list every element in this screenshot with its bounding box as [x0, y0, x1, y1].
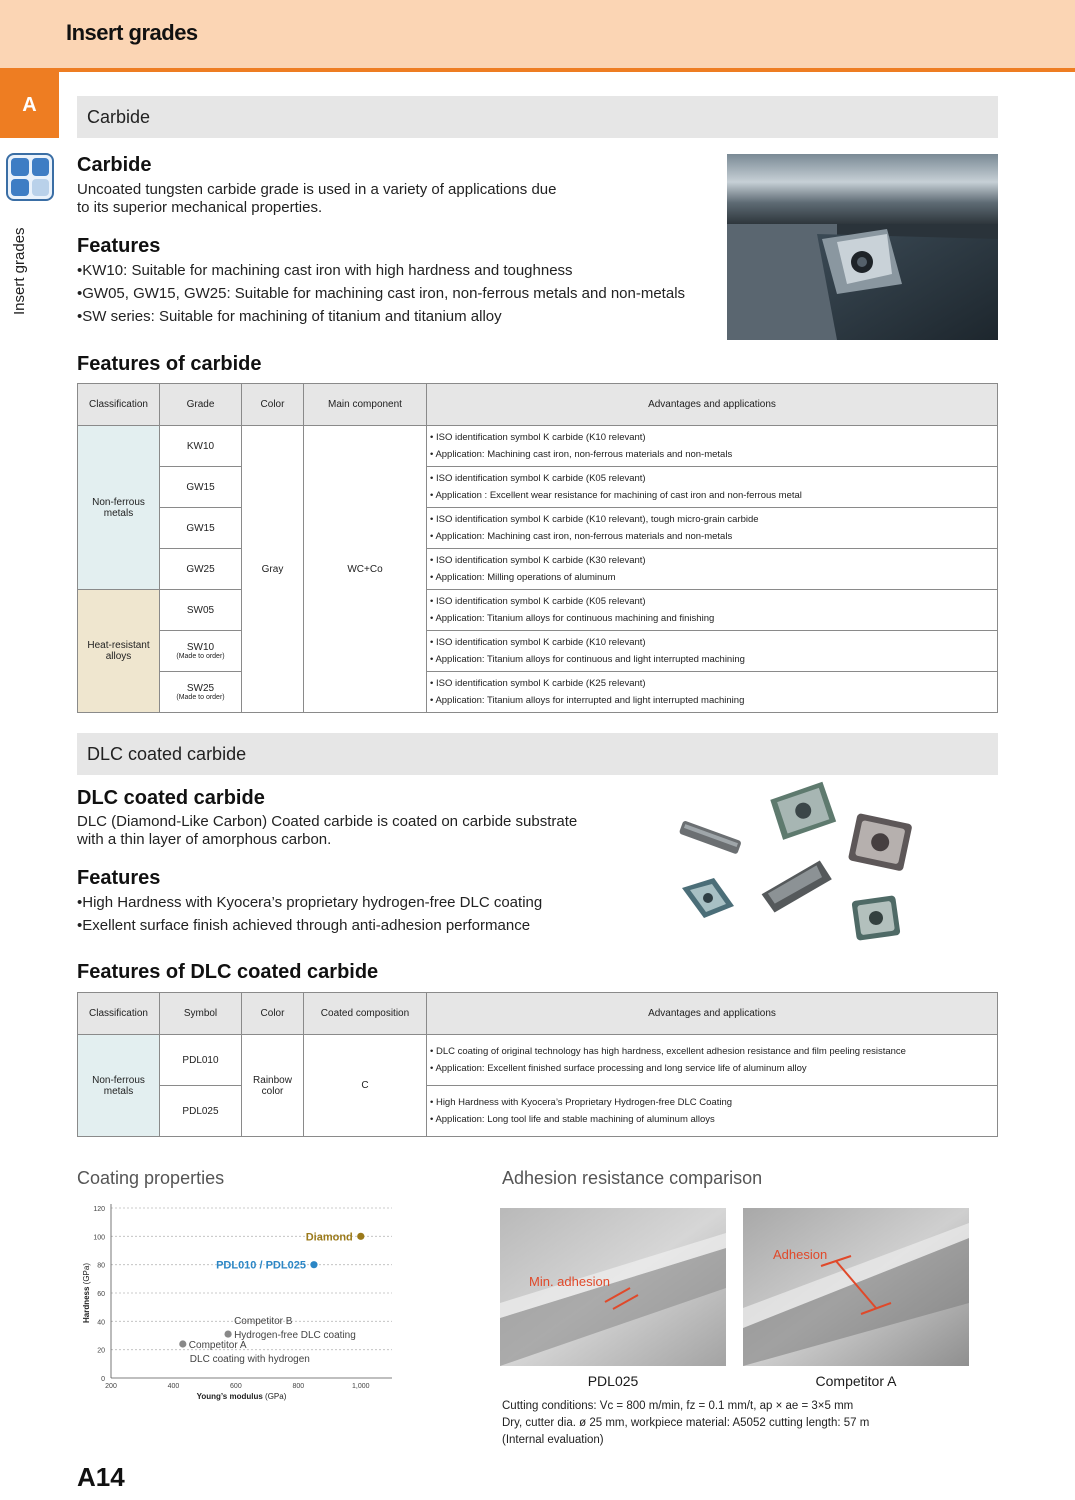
column-header: Color: [242, 993, 304, 1035]
column-header: Advantages and applications: [427, 384, 998, 426]
cutting-conditions: Cutting conditions: Vc = 800 m/min, fz = 0.1 mm/t, ap × ae = 3×5 mm Dry, cutter dia. ø 25 mm, workpiece material: A5052 cutting length: 57 m (Internal evaluation): [502, 1400, 870, 1446]
advantages-cell: • High Hardness with Kyocera’s Proprietary Hydrogen-free DLC Coating • Application: Long tool life and stable machining of aluminum alloys: [427, 1086, 998, 1137]
column-header: Classification: [78, 993, 160, 1035]
dlc-description: DLC (Diamond-Like Carbon) Coated carbide is coated on carbide substrate with a thin layer of amorphous carbon.: [77, 813, 578, 848]
y-tick-label: 100: [93, 1234, 105, 1242]
insert-grades-icon: [6, 153, 54, 201]
table-row: [78, 467, 998, 508]
pdl025-caption: PDL025: [587, 1373, 639, 1389]
point-label: Competitor A: [188, 1340, 247, 1351]
advantages-cell: • DLC coating of original technology has high hardness, excellent adhesion resistance and film peeling resistance • Application: Excellent finished surface processing and long service life of aluminum alloy: [427, 1035, 998, 1086]
dlc-table-heading: Features of DLC coated carbide: [77, 961, 379, 983]
table-row: [78, 549, 998, 590]
grade-cell: GW15: [160, 467, 242, 508]
advantages-cell: • ISO identification symbol K carbide (K10 relevant) • Application: Titanium alloys for continuous and light interrupted machining: [427, 631, 998, 672]
header-accent-line: [0, 68, 1075, 72]
point-label: Diamond: [305, 1231, 353, 1244]
competitor-a-caption: Competitor A: [815, 1373, 897, 1389]
list-item: • GW05, GW15, GW25: Suitable for machining cast iron, non-ferrous metals and non-metals: [77, 282, 685, 305]
advantages-cell: • ISO identification symbol K carbide (K10 relevant) • Application: Machining cast iron, non-ferrous materials and non-metals: [427, 426, 998, 467]
point-1: [357, 1233, 364, 1240]
point-label: Competitor B: [234, 1316, 293, 1328]
dlc-heading: DLC coated carbide: [77, 787, 265, 809]
classification-cell: Heat-resistant alloys: [78, 590, 160, 713]
symbol-cell: PDL010: [160, 1035, 242, 1086]
table-row: [78, 1035, 998, 1086]
x-tick-label: 400: [167, 1383, 180, 1390]
composition-cell: C: [304, 1035, 427, 1137]
y-tick-label: 60: [97, 1291, 105, 1298]
carbide-features-heading: Features: [77, 235, 161, 257]
adhesion-heading: Adhesion resistance comparison: [502, 1168, 763, 1188]
carbide-features-list: [77, 259, 685, 328]
column-header: Main component: [304, 384, 427, 426]
dlc-inserts-photo: [664, 778, 930, 950]
table-row: [78, 631, 998, 672]
y-tick-label: 80: [97, 1262, 105, 1270]
list-item: • SW series: Suitable for machining of titanium and titanium alloy: [77, 305, 685, 328]
page-title: Insert grades: [66, 20, 198, 45]
page-number: A14: [77, 1462, 125, 1492]
table-row: [78, 672, 998, 713]
table-row: [78, 590, 998, 631]
section-tab[interactable]: A: [0, 72, 59, 138]
made-to-order-note: (Made to order): [176, 653, 225, 660]
carbide-heading: Carbide: [77, 154, 152, 176]
y-tick-label: 120: [93, 1206, 105, 1213]
list-item: • Exellent surface finish achieved through anti-adhesion performance: [77, 914, 542, 937]
column-header: Grade: [160, 384, 242, 426]
column-header: Symbol: [160, 993, 242, 1035]
color-cell: Rainbow color: [242, 1035, 304, 1137]
advantages-cell: • ISO identification symbol K carbide (K05 relevant) • Application: Titanium alloys for continuous machining and finishing: [427, 590, 998, 631]
dlc-features-heading: Features: [77, 867, 161, 889]
x-tick-label: 1,000: [352, 1383, 370, 1390]
column-header: Advantages and applications: [427, 993, 998, 1035]
x-tick-label: 600: [230, 1383, 242, 1390]
y-axis-label: Hardness (GPa): [82, 1262, 91, 1324]
pdl025-surface-photo: [500, 1208, 726, 1366]
grade-cell: KW10: [160, 426, 242, 467]
y-tick-label: 20: [97, 1347, 105, 1355]
column-header: Color: [242, 384, 304, 426]
x-tick-label: 200: [105, 1383, 117, 1390]
dlc-table: [77, 992, 998, 1137]
dlc-section-bar: DLC coated carbide: [77, 733, 998, 775]
x-axis-label: Young’s modulus (GPa): [196, 1392, 287, 1401]
x-tick-label: 800: [292, 1383, 305, 1390]
grade-cell: GW15: [160, 508, 242, 549]
y-tick-label: 0: [101, 1376, 105, 1383]
classification-cell: Non-ferrous metals: [78, 426, 160, 590]
point-2: [310, 1261, 317, 1268]
dlc-features-list: [77, 891, 542, 937]
carbide-machining-photo: [727, 154, 998, 340]
grade-cell: SW25 (Made to order): [160, 672, 242, 713]
table-header-row: [78, 993, 998, 1035]
symbol-cell: PDL025: [160, 1086, 242, 1137]
y-tick-label: 40: [97, 1319, 105, 1327]
advantages-cell: • ISO identification symbol K carbide (K25 relevant) • Application: Titanium alloys for interrupted and light interrupted machining: [427, 672, 998, 713]
side-label: Insert grades: [11, 227, 28, 315]
point-label: PDL010 / PDL025: [216, 1259, 306, 1272]
coating-properties-chart: [77, 1196, 407, 1408]
classification-cell: Non-ferrous metals: [78, 1035, 160, 1137]
carbide-description: Uncoated tungsten carbide grade is used in a variety of applications due to its superior mechanical properties.: [77, 181, 557, 216]
advantages-cell: • ISO identification symbol K carbide (K10 relevant), tough micro-grain carbide • Application: Machining cast iron, non-ferrous materials and non-metals: [427, 508, 998, 549]
point-label: Hydrogen-free DLC coating: [234, 1330, 356, 1342]
adhesion-label: Adhesion: [773, 1247, 828, 1262]
column-header: Classification: [78, 384, 160, 426]
color-cell: Gray: [242, 426, 304, 713]
table-row: [78, 508, 998, 549]
min-adhesion-label: Min. adhesion: [529, 1274, 610, 1289]
advantages-cell: • ISO identification symbol K carbide (K30 relevant) • Application: Milling operations of aluminum: [427, 549, 998, 590]
point-3: [224, 1330, 231, 1337]
point-4: [179, 1340, 186, 1347]
list-item: • High Hardness with Kyocera’s proprietary hydrogen-free DLC coating: [77, 891, 542, 914]
grade-cell: SW10 (Made to order): [160, 631, 242, 672]
grade-cell: SW05: [160, 590, 242, 631]
coating-properties-heading: Coating properties: [77, 1168, 225, 1188]
carbide-table: [77, 383, 998, 713]
carbide-section-bar: Carbide: [77, 96, 998, 138]
table-row: [78, 1086, 998, 1137]
grade-cell: GW25: [160, 549, 242, 590]
list-item: • KW10: Suitable for machining cast iron with high hardness and toughness: [77, 259, 685, 282]
point-label: DLC coating with hydrogen: [189, 1354, 310, 1365]
column-header: Coated composition: [304, 993, 427, 1035]
made-to-order-note: (Made to order): [176, 694, 225, 701]
competitor-a-surface-photo: [743, 1208, 969, 1366]
table-header-row: [78, 384, 998, 426]
table-row: [78, 426, 998, 467]
component-cell: WC+Co: [304, 426, 427, 713]
advantages-cell: • ISO identification symbol K carbide (K05 relevant) • Application : Excellent wear resistance for machining of cast iron and non-ferrous metal: [427, 467, 998, 508]
carbide-table-heading: Features of carbide: [77, 353, 262, 375]
